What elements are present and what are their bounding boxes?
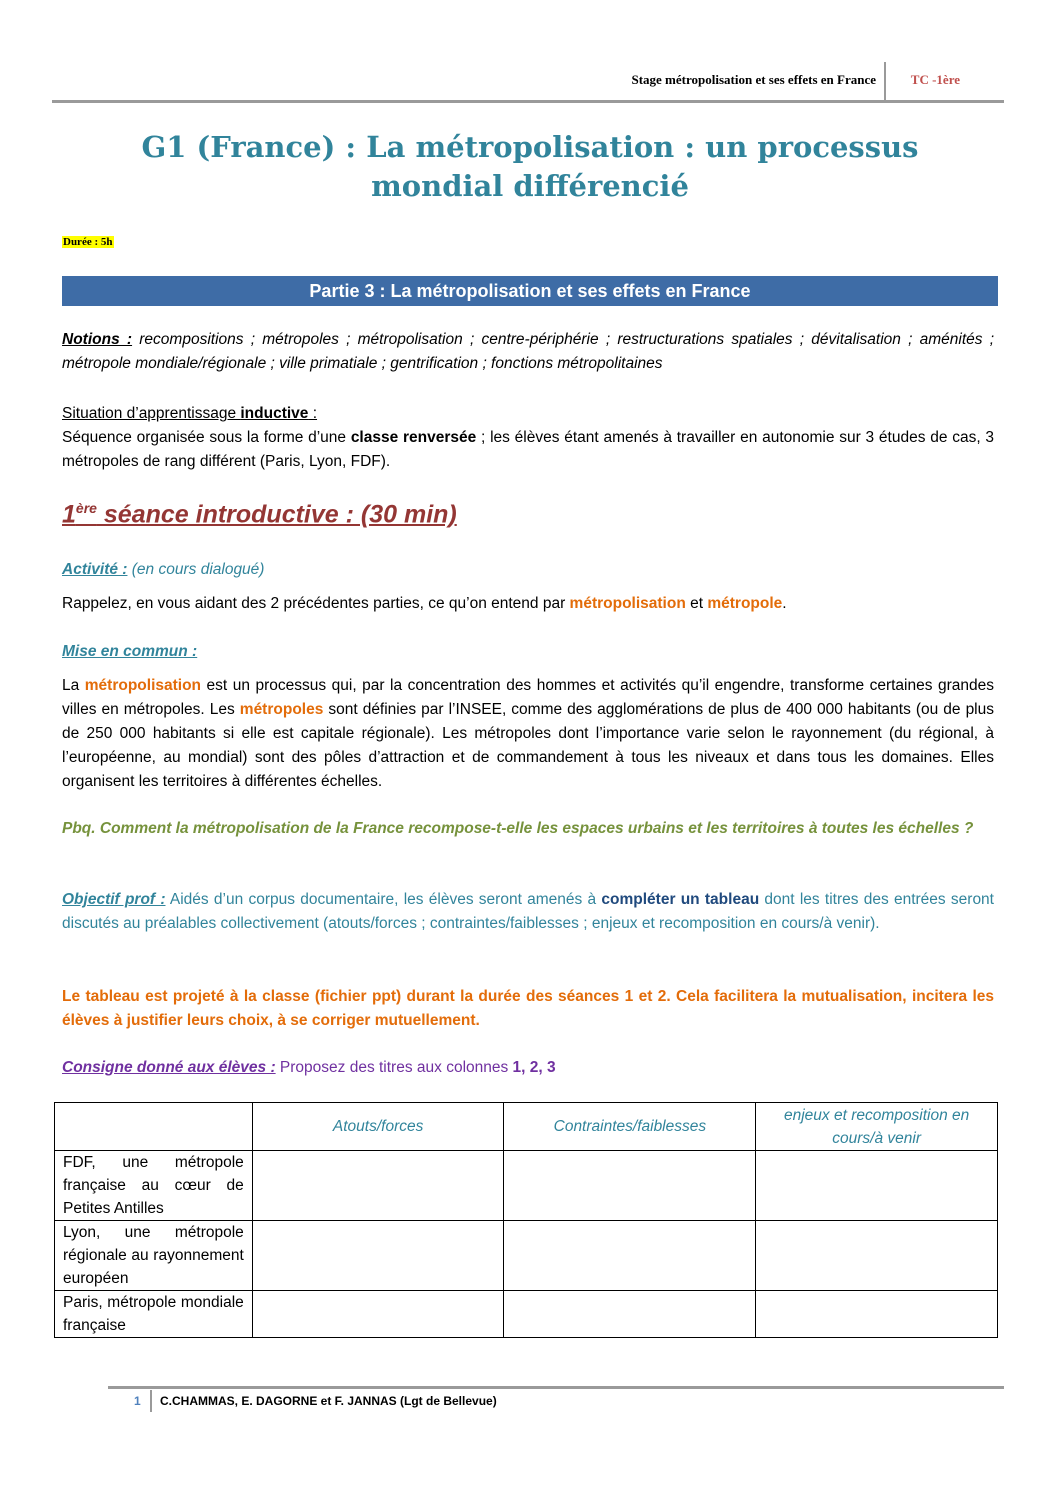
table-header-cell: enjeux et recomposition en cours/à venir — [756, 1103, 998, 1151]
page-title — [60, 128, 1000, 206]
row-label: FDF, une métropole française au cœur de Petites Antilles — [55, 1151, 253, 1221]
comparison-table — [54, 1102, 998, 1338]
title-line-1: G1 (France) : La métropolisation : un processus — [141, 130, 919, 164]
header-level: TC -1ère — [910, 72, 960, 87]
header-title: Stage métropolisation et ses effets en France — [631, 72, 876, 87]
title-line-2: mondial différencié — [371, 169, 689, 203]
mise-en-commun-heading: Mise en commun : — [62, 643, 198, 660]
footer-authors: C.CHAMMAS, E. DAGORNE et F. JANNAS (Lgt de Bellevue) — [160, 1394, 497, 1408]
table-cell — [504, 1151, 756, 1221]
situation-paragraph — [62, 402, 994, 474]
footer-separator — [150, 1390, 152, 1412]
duration-badge: Durée : 5h — [63, 236, 113, 248]
row-label: Lyon, une métropole régionale au rayonnement européen — [55, 1221, 253, 1291]
table-cell — [252, 1221, 504, 1291]
table-cell — [252, 1151, 504, 1221]
page-header — [52, 62, 1004, 102]
section-banner: Partie 3 : La métropolisation et ses effets en France — [62, 276, 998, 306]
table-header-cell: Contraintes/faiblesses — [504, 1103, 756, 1151]
projection-note: Le tableau est projeté à la classe (fichier ppt) durant la durée des séances 1 et 2. Cela facilitera la mutualisation, incitera les élèves à justifier leurs choix, à se corriger mutuellement. — [62, 988, 994, 1029]
table-row — [55, 1221, 998, 1291]
footer-rule — [108, 1386, 1004, 1389]
definition-paragraph: La métropolisation est un processus qui, par la concentration des hommes et activités qu’il engendre, transforme certaines grandes villes en métropoles. Les métropoles sont définies par l’INSEE, comme des agglomérations de plus de 400 000 habitants (ou de plus de 250 000 habitants si elle est capitale régionale). Les métropoles dont l’importance varie selon le rayonnement (du régional, à l’européenne, au mondial) sont des pôles d’attraction et de commandement à tous les niveaux et dans tous les domaines. Elles organisent les territoires à différentes échelles. — [62, 677, 994, 790]
table-cell — [756, 1221, 998, 1291]
table-cell — [756, 1151, 998, 1221]
seance-heading: 1ère séance introductive : (30 min) — [62, 500, 457, 529]
table-row — [55, 1291, 998, 1338]
page-number: 1 — [134, 1394, 141, 1408]
header-rule — [52, 100, 1004, 103]
table-header-row — [55, 1103, 998, 1151]
objectif-paragraph: Objectif prof : Aidés d’un corpus documentaire, les élèves seront amenés à compléter un tableau dont les titres des entrées seront discutés au préalables collectivement (atouts/forces ; contraintes/faiblesses ; enjeux et recomposition en cours/à venir). — [62, 891, 994, 932]
question-paragraph: Rappelez, en vous aidant des 2 précédentes parties, ce qu’on entend par métropolisation et métropole. — [62, 595, 787, 612]
notions-text: recompositions ; métropoles ; métropolisation ; centre-périphérie ; restructurations spatiales ; dévitalisation ; aménités ; métropole mondiale/régionale ; ville primatiale ; gentrification ; fonctions métropolitaines — [62, 331, 995, 372]
table-header-cell — [55, 1103, 253, 1151]
table-row — [55, 1151, 998, 1221]
situation-text: Séquence organisée sous la forme d’une classe renversée ; les élèves étant amenés à travailler en autonomie sur 3 études de cas, 3 métropoles de rang différent (Paris, Lyon, FDF). — [62, 429, 995, 470]
header-separator — [884, 62, 886, 102]
situation-heading: Situation d’apprentissage inductive : — [62, 405, 318, 422]
table-header-cell: Atouts/forces — [252, 1103, 504, 1151]
notions-paragraph — [62, 328, 994, 376]
table-cell — [504, 1291, 756, 1338]
problematique: Pbq. Comment la métropolisation de la France recompose-t-elle les espaces urbains et les territoires à toutes les échelles ? — [62, 820, 974, 837]
table-cell — [504, 1221, 756, 1291]
table-cell — [252, 1291, 504, 1338]
activite-heading: Activité : (en cours dialogué) — [62, 561, 265, 578]
row-label: Paris, métropole mondiale française — [55, 1291, 253, 1338]
notions-label: Notions : — [62, 331, 133, 348]
consigne-paragraph: Consigne donné aux élèves : Proposez des titres aux colonnes 1, 2, 3 — [62, 1059, 556, 1076]
table-cell — [756, 1291, 998, 1338]
